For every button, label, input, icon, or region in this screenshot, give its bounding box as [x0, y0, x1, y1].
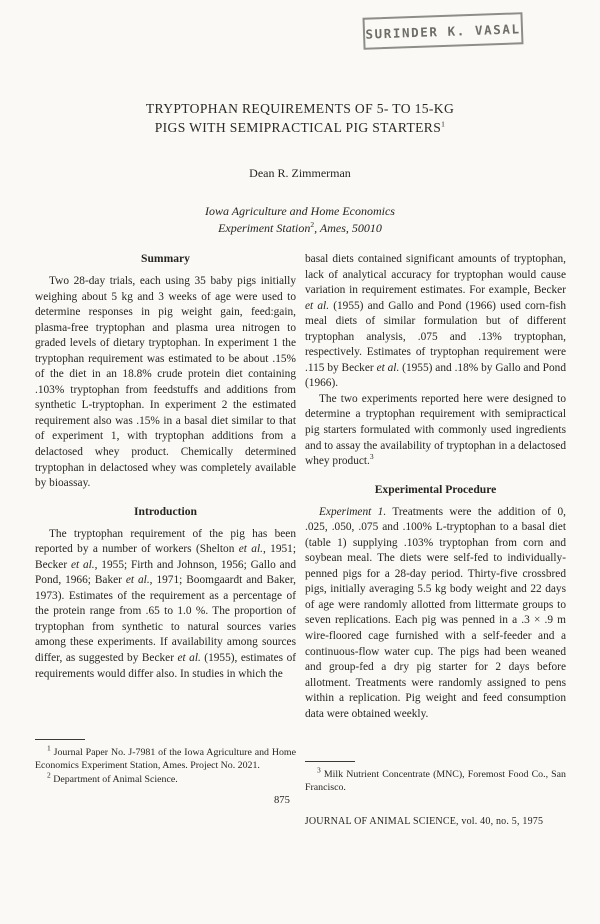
- experiment-1-text: Treatments were the addition of 0, .025, .050, .075 and .100% L-tryptophan to a basal diet (table 1) supplying .103% tryptophan from corn and soybean meal. The diets were self-fed to individually-penned pigs for a 28-day period. Thirty-five crossbred pigs, initially averaging 5.5 kg body weight and 22 days of age were randomly allotted from littermate groups to seven replications. Each pig was penned in a .3 × .9 m wire-floored cage furnished with a self-feeder and a continuous-flow water cup. The pigs had been weaned and group-fed a dry pig starter for 2 days before allotment. Treatments were randomly assigned to pens within a replication. Pig weight and feed consumption data were obtained weekly.: [305, 505, 566, 720]
- summary-heading: Summary: [141, 252, 190, 265]
- title-line1: TRYPTOPHAN REQUIREMENTS OF 5- TO 15-KG: [145, 101, 455, 116]
- experiment-1-paragraph: [305, 505, 566, 723]
- footnote-1-marker: 1: [47, 743, 51, 753]
- summary-paragraph: Two 28-day trials, each using 35 baby pigs initially weighing about 5 kg and 3 weeks of age were used to determine responses in pig weight gain, feed:gain, plasma-free tryptophan and plasma urea nitrogen to graded levels of dietary tryptophan. In experiment 1 the tryptophan requirement was estimated to be about .15% of the diet in an 18.8% crude protein diet containing .103% tryptophan from feedstuffs and additions from synthetic L-tryptophan. In experiment 2 the estimated requirement also was .15% in a basal diet similar to that of experiment 1, with tryptophan additions from a delactosed whey product. Chemically determined tryptophan in delactosed whey was completely available by bioassay.: [35, 275, 296, 490]
- experiment-1-lead-in: Experiment 1.: [319, 505, 387, 518]
- journal-citation: JOURNAL OF ANIMAL SCIENCE, vol. 40, no. 5, 1975: [304, 816, 544, 827]
- affiliation-line2-end: , Ames, 50010: [314, 220, 382, 235]
- footnote-2-text: Department of Animal Science.: [53, 773, 178, 785]
- title-line2: PIGS WITH SEMIPRACTICAL PIG STARTERS: [154, 120, 442, 135]
- introduction-paragraph: The tryptophan requirement of the pig has been reported by a number of workers (Shelton et al., 1951; Becker et al., 1955; Firth and Johnson, 1956; Gallo and Pond, 1966; Baker et al., 1971; Boomgaardt and Baker, 1973). Estimates of the requirement as a percentage of the protein range from .65 to 1.0 %. The proportion of tryptophan from synthetic to natural sources varies among these experiments. If availability among sources differ, as suggested by Becker et al. (1955), estimates of requirements would differ also. In studies in which the: [35, 527, 297, 680]
- experimental-procedure-heading: Experimental Procedure: [374, 482, 497, 496]
- page-number: 875: [274, 795, 290, 806]
- footnote-divider: [305, 761, 355, 762]
- footnote-3: [305, 765, 566, 795]
- left-footnotes: [35, 738, 296, 786]
- ownership-stamp: [362, 12, 523, 50]
- footnote-divider: [35, 739, 85, 740]
- two-column-body: [0, 252, 600, 812]
- overview-paragraph: [305, 392, 566, 470]
- footnote-3-text: Milk Nutrient Concentrate (MNC), Foremost Food Co., San Francisco.: [305, 769, 566, 794]
- right-footnotes: [305, 760, 566, 795]
- footnote-2-marker: 2: [47, 770, 51, 780]
- continuation-paragraph: basal diets contained significant amounts of tryptophan, lack of analytical accuracy for tryptophan would cause variation in requirement estimates. For example, Becker et al. (1955) and Gallo and Pond (1966) used corn-fish meal diets of similar formulation but of different tryptophan analysis, .075 and .13% tryptophan, respectively. Estimates of tryptophan requirement were .115 by Becker et al. (1955) and .18% by Gallo and Pond (1966).: [305, 253, 566, 390]
- affiliation-footnote-marker: 2: [310, 219, 315, 229]
- overview-footnote-marker: 3: [369, 452, 374, 462]
- footnote-2: [35, 770, 296, 786]
- footnote-1: [35, 743, 296, 773]
- footnote-1-text: Journal Paper No. J-7981 of the Iowa Agriculture and Home Economics Experiment Station, Ames. Project No. 2021.: [35, 747, 296, 772]
- stamp-text: SURINDER K. VASAL: [365, 20, 521, 42]
- footnote-3-marker: 3: [317, 765, 321, 775]
- affiliation-line1: Iowa Agriculture and Home Economics: [205, 204, 395, 218]
- right-column: [305, 252, 566, 794]
- affiliation-line2: Experiment Station: [218, 220, 311, 235]
- title-footnote-marker: 1: [441, 119, 446, 129]
- introduction-heading: Introduction: [134, 504, 197, 518]
- affiliation: [0, 203, 600, 236]
- article-title: [0, 99, 600, 137]
- left-column: [35, 252, 297, 785]
- author-name: Dean R. Zimmerman: [249, 166, 351, 180]
- overview-text: The two experiments reported here were designed to determine a tryptophan requirement with semipractical pig starters formulated with commonly used ingredients and to assay the availability of tryptophan in a delactosed whey product.: [305, 392, 566, 468]
